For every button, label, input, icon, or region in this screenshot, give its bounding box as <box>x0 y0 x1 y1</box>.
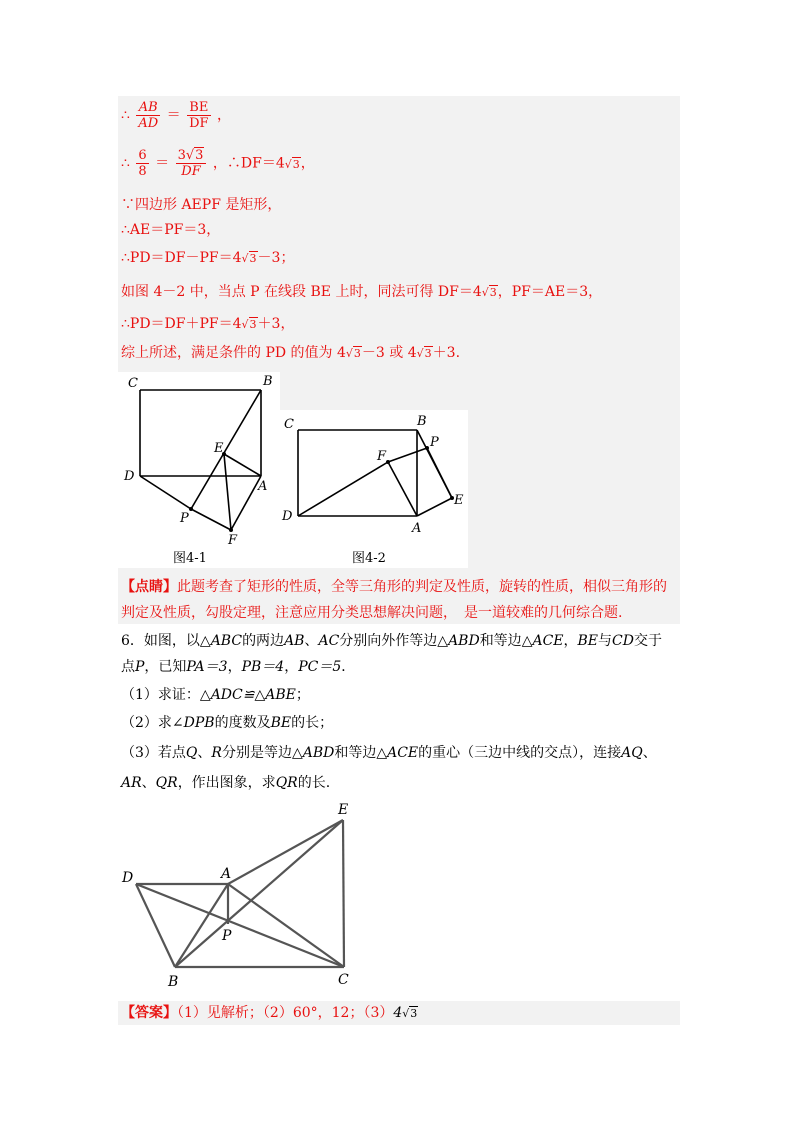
svg-text:P: P <box>222 928 232 944</box>
svg-text:E: E <box>454 493 464 508</box>
figure-4-2 <box>280 410 468 568</box>
q6-line-4: AR、QR，作出图象，求QR的长. <box>121 775 331 791</box>
label-c: C <box>128 376 138 391</box>
svg-text:E: E <box>338 802 349 818</box>
solution-line-7: ∴PD＝DF＋PF＝4√3＋3， <box>121 316 295 332</box>
q6-part-2: （2）求∠DPB的度数及BE的长； <box>121 715 334 731</box>
q6-line-1: 6．如图，以△ABC的两边AB、AC分别向外作等边△ABD和等边△ACE，BE与CD交于 <box>121 633 662 649</box>
label-d: D <box>124 469 135 484</box>
label-p: P <box>180 511 189 526</box>
svg-text:A: A <box>221 866 232 882</box>
solution-line-2: ∴ $\frac{6}{8}$ ＝ $\frac{3√3}{DF}$ ，∴DF＝4√3， <box>121 148 315 179</box>
comment-line-2: 判定及性质，勾股定理，注意应用分类思想解决问题， 是一道较难的几何综合题. <box>121 605 623 621</box>
q6-part-3: （3）若点Q、R分别是等边△ABD和等边△ACE的重心（三边中线的交点），连接AQ、 <box>121 745 657 761</box>
figure-4-1 <box>118 372 280 568</box>
caption-4-1: 图4-1 <box>173 551 207 566</box>
svg-text:C: C <box>284 417 294 432</box>
q6-part-1: （1）求证：△ADC≌△ABE； <box>121 687 310 703</box>
comment-tag: 【点睛】 <box>121 579 177 595</box>
svg-text:C: C <box>338 972 349 988</box>
solution-line-5: ∴PD＝DF－PF＝4√3－3； <box>121 250 295 266</box>
svg-text:B: B <box>417 414 427 429</box>
svg-text:F: F <box>377 449 387 464</box>
answer-line: 【答案】（1）见解析；（2）60°，12；（3）4√3 <box>121 1005 418 1021</box>
label-b: B <box>263 374 273 389</box>
svg-text:D: D <box>122 870 134 886</box>
label-e: E <box>214 441 224 456</box>
solution-line-4: ∴AE＝PF＝3， <box>121 222 221 238</box>
svg-text:P: P <box>430 435 439 450</box>
q6-line-2: 点P，已知PA＝3，PB＝4，PC＝5． <box>121 659 356 675</box>
svg-text:D: D <box>282 509 293 524</box>
solution-line-3: ∵四边形 AEPF 是矩形， <box>121 197 282 213</box>
solution-line-1: ∴ $\frac{AB}{AD}$ ＝ $\frac{BE}{DF}$ ， <box>121 100 231 131</box>
svg-text:A: A <box>412 521 422 536</box>
solution-line-8: 综上所述，满足条件的 PD 的值为 4√3－3 或 4√3＋3. <box>121 345 461 361</box>
label-f: F <box>228 533 238 548</box>
solution-line-6: 如图 4－2 中，当点 P 在线段 BE 上时，同法可得 DF＝4√3，PF＝AE＝3， <box>121 284 603 300</box>
label-a: A <box>258 479 268 494</box>
svg-text:B: B <box>168 974 179 990</box>
caption-4-2: 图4-2 <box>352 551 386 566</box>
figure-q6 <box>118 800 368 996</box>
comment-line-1: 【点睛】此题考查了矩形的性质，全等三角形的判定及性质，旋转的性质，相似三角形的 <box>121 579 667 595</box>
answer-tag: 【答案】 <box>121 1005 177 1021</box>
